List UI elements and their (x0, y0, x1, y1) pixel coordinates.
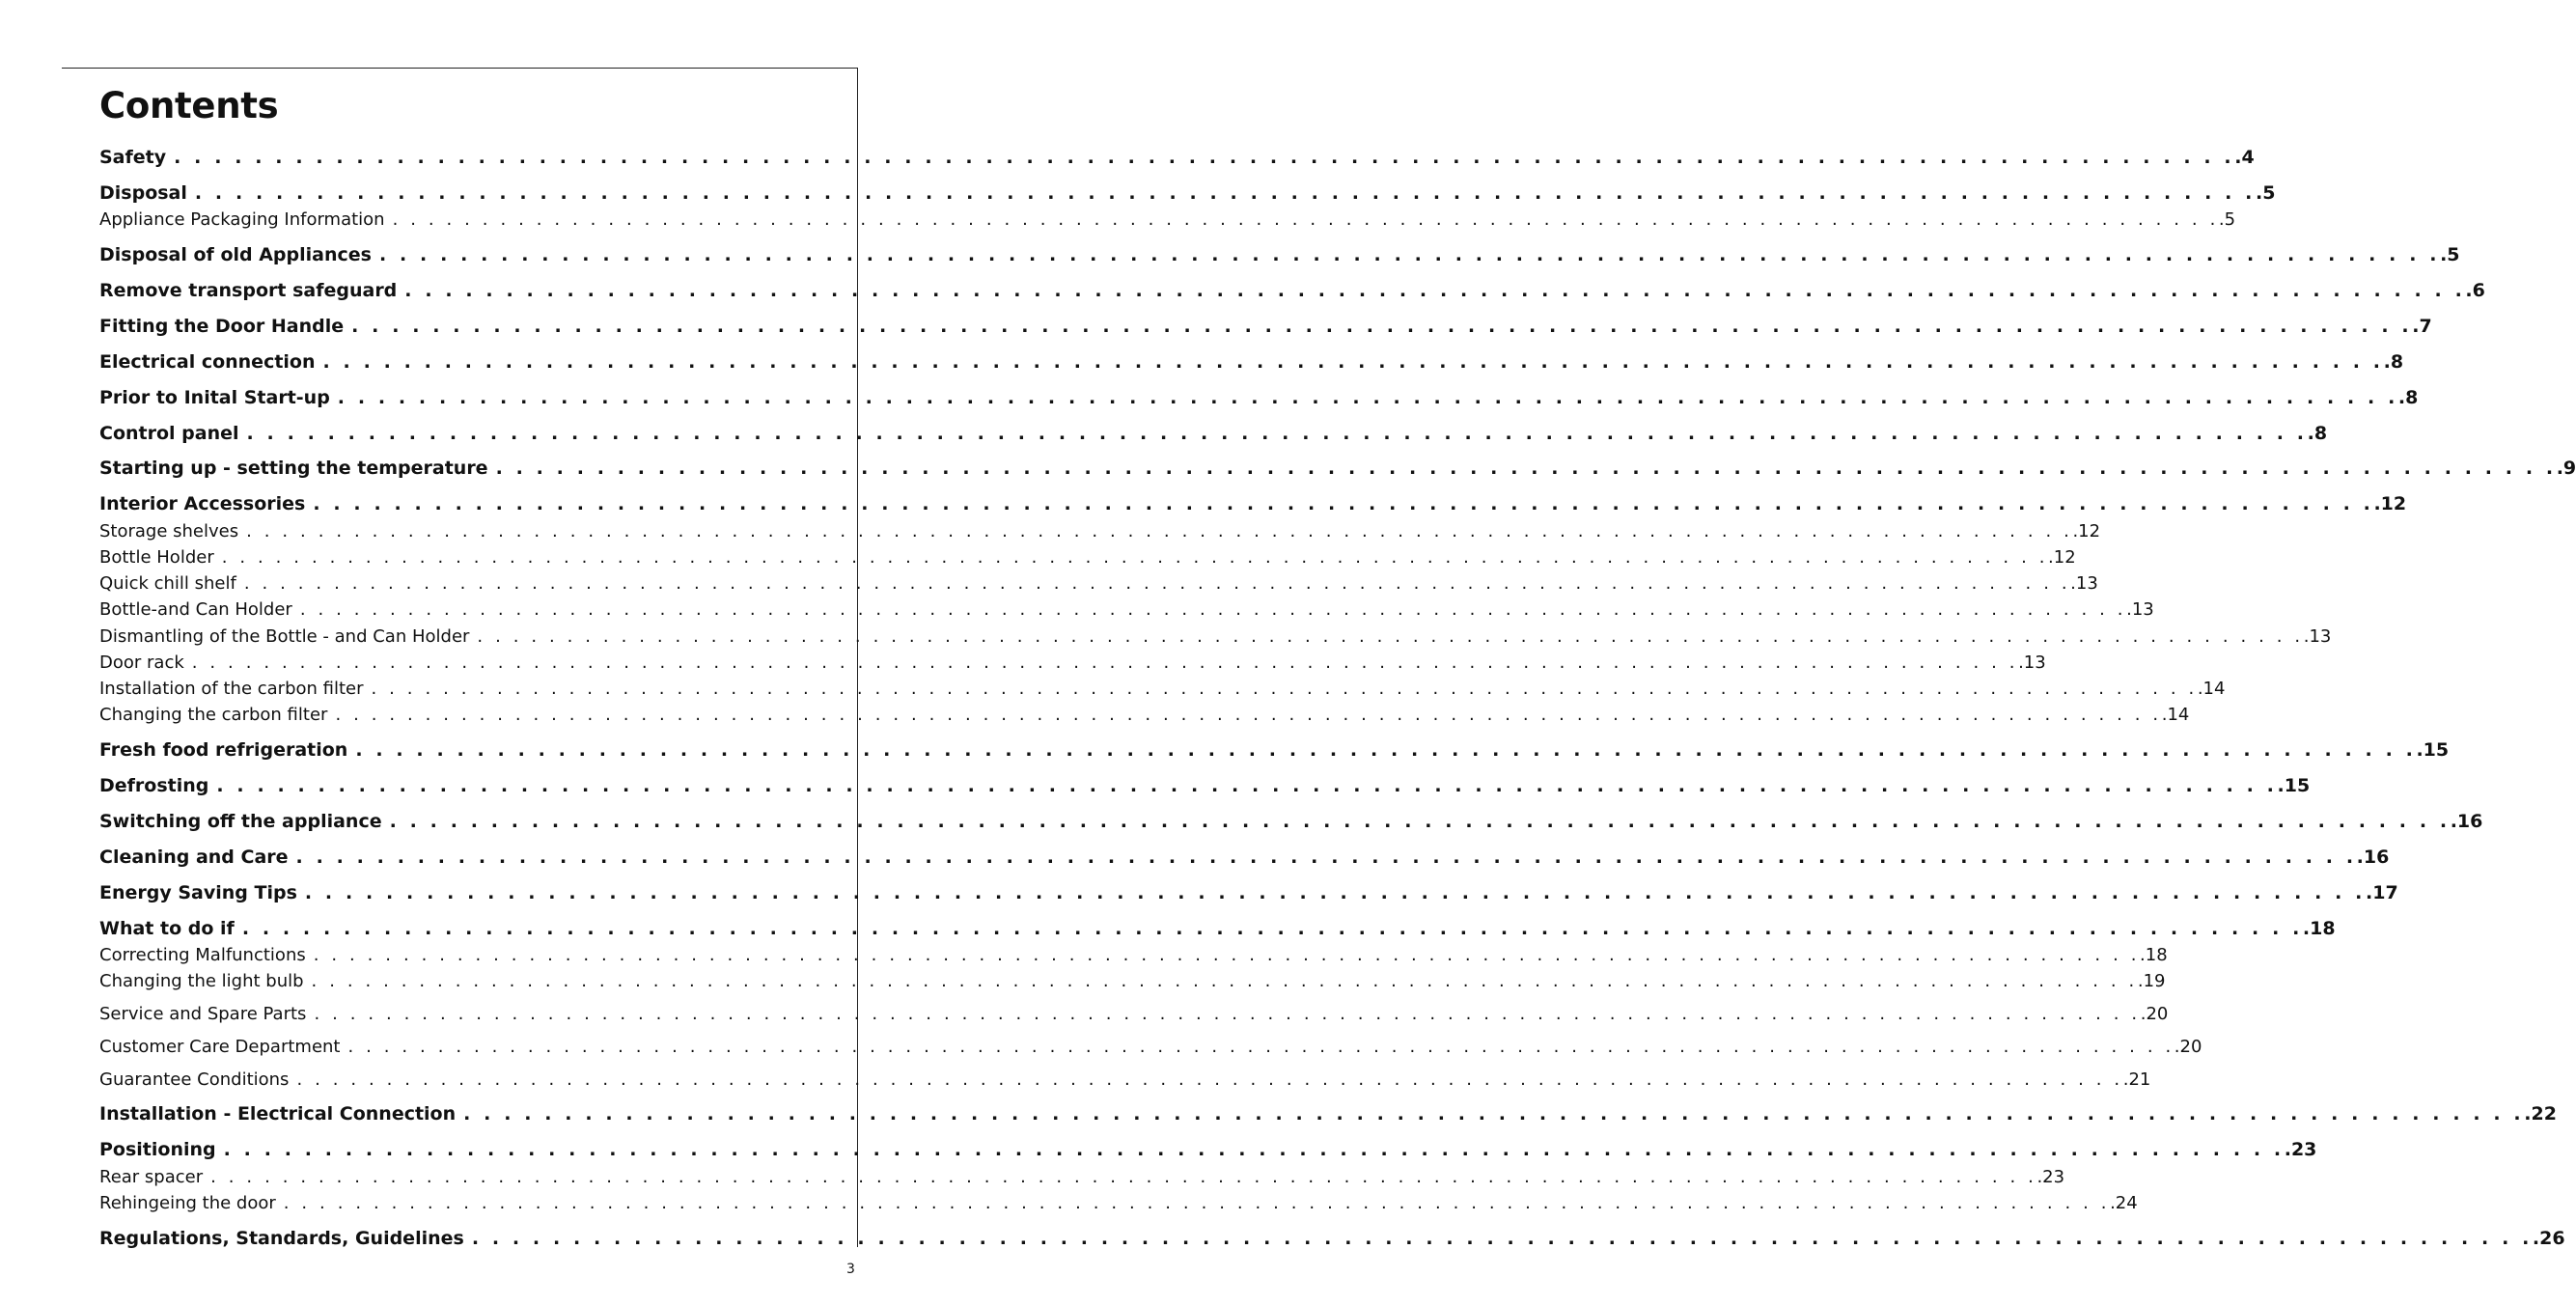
dot-leader: . . . . . . . . . . . . . . . . . . . . . . . . . . . . . . . . . . . . . . . . . . . . . . . . . . . . . . . . . . . . . . . . . . . . . . . . . . . . . . . . . . . . . . . . . . . . . . . . . . . . . . (495, 458, 2557, 479)
toc-entry-changing-the-light-bulb[interactable] (99, 969, 2166, 993)
toc-entry-defrosting[interactable] (99, 773, 2311, 799)
toc-entry-cleaning-and-care[interactable] (99, 845, 2390, 871)
toc-entry-dismantling-bottle-and-can-holder[interactable] (99, 625, 2332, 649)
toc-entry-label: Bottle Holder (99, 547, 214, 568)
toc-entry-label: Dismantling of the Bottle - and Can Holder (99, 626, 470, 647)
dot-leader: . . . . . . . . . . . . . . . . . . . . . . . . . . . . . . . . . . . . . . . . . . . . . . . . . . . . . . . . . . . . . . . . . . . . . . . . . . . . . . . . . . . . . . . . . . . . . . . . . . . . . . (221, 547, 2049, 568)
toc-entry-page: .21 (2122, 1069, 2151, 1090)
dot-leader: . . . . . . . . . . . . . . . . . . . . . . . . . . . . . . . . . . . . . . . . . . . . . . . . . . . . . . . . . . . . . . . . . . . . . . . . . . . . . . . . . . . . . . . . . . . . . . . . . . . . . . (210, 1167, 2037, 1187)
toc-entry-label: Interior Accessories (99, 493, 306, 514)
toc-entry-label: Defrosting (99, 775, 209, 796)
toc-entry-page: .6 (2465, 280, 2485, 301)
toc-entry-label: Installation - Electrical Connection (99, 1103, 457, 1125)
table-of-contents (99, 0, 2576, 1305)
dot-leader: . . . . . . . . . . . . . . . . . . . . . . . . . . . . . . . . . . . . . . . . . . . . . . . . . . . . . . . . . . . . . . . . . . . . . . . . . . . . . . . . . . . . . . . . . . . . . . . . . . . . . . (241, 918, 2303, 939)
toc-entry-disposal-of-old-appliances[interactable] (99, 242, 2460, 268)
toc-entry-bottle-and-can-holder[interactable] (99, 597, 2154, 622)
toc-entry-page: .13 (2303, 626, 2332, 647)
toc-entry-label: Fresh food refrigeration (99, 739, 348, 761)
toc-entry-label: Rehingeing the door (99, 1193, 276, 1213)
dot-leader: . . . . . . . . . . . . . . . . . . . . . . . . . . . . . . . . . . . . . . . . . . . . . . . . . . . . . . . . . . . . . . . . . . . . . . . . . . . . . . . . . . . . . . . . . . . . . . . . . . . . . . (477, 626, 2304, 647)
dot-leader: . . . . . . . . . . . . . . . . . . . . . . . . . . . . . . . . . . . . . . . . . . . . . . . . . . . . . . . . . . . . . . . . . . . . . . . . . . . . . . . . . . . . . . . . . . . . . . . . . . . . . . (322, 351, 2384, 373)
dot-leader: . . . . . . . . . . . . . . . . . . . . . . . . . . . . . . . . . . . . . . . . . . . . . . . . . . . . . . . . . . . . . . . . . . . . . . . . . . . . . . . . . . . . . . . . . . . . . . . . . . . . . . (311, 971, 2138, 991)
toc-entry-page: .15 (2416, 739, 2450, 761)
toc-entry-page: .5 (2256, 182, 2276, 204)
toc-entry-positioning[interactable] (99, 1137, 2317, 1163)
toc-entry-appliance-packaging-information[interactable] (99, 208, 2236, 232)
toc-entry-disposal[interactable] (99, 180, 2276, 207)
toc-entry-page: .26 (2532, 1228, 2565, 1249)
toc-entry-page: .14 (2161, 705, 2190, 725)
toc-entry-label: Rear spacer (99, 1167, 204, 1187)
toc-entry-page: .5 (2440, 244, 2460, 265)
toc-entry-label: Control panel (99, 423, 239, 444)
toc-entry-label: Cleaning and Care (99, 847, 289, 868)
dot-leader: . . . . . . . . . . . . . . . . . . . . . . . . . . . . . . . . . . . . . . . . . . . . . . . . . . . . . . . . . . . . . . . . . . . . . . . . . . . . . . . . . . . . . . . . . . . . . . . . . . . . . . (313, 945, 2141, 965)
toc-entry-page: .20 (2140, 1004, 2169, 1024)
toc-entry-page: .13 (2126, 599, 2154, 620)
toc-entry-label: Changing the carbon filter (99, 705, 328, 725)
dot-leader: . . . . . . . . . . . . . . . . . . . . . . . . . . . . . . . . . . . . . . . . . . . . . . . . . . . . . . . . . . . . . . . . . . . . . . . . . . . . . . . . . . . . . . . . . . . . . . . . . . . . . . (246, 423, 2308, 444)
toc-entry-page: .17 (2366, 882, 2398, 903)
toc-entry-installation-electrical-connection[interactable] (99, 1101, 2557, 1127)
toc-entry-page: .12 (2373, 493, 2407, 514)
toc-entry-safety[interactable] (99, 145, 2255, 171)
toc-entry-regulations-standards-guidelines[interactable] (99, 1226, 2565, 1252)
toc-entry-label: Regulations, Standards, Guidelines (99, 1228, 464, 1249)
toc-entry-label: Starting up - setting the temperature (99, 458, 488, 479)
toc-entry-page: .20 (2174, 1037, 2202, 1057)
dot-leader: . . . . . . . . . . . . . . . . . . . . . . . . . . . . . . . . . . . . . . . . . . . . . . . . . . . . . . . . . . . . . . . . . . . . . . . . . . . . . . . . . . . . . . . . . . . . . . . . . . . . . . (299, 599, 2127, 620)
toc-entry-starting-up-setting-the-temperature[interactable] (99, 456, 2576, 482)
dot-leader: . . . . . . . . . . . . . . . . . . . . . . . . . . . . . . . . . . . . . . . . . . . . . . . . . . . . . . . . . . . . . . . . . . . . . . . . . . . . . . . . . . . . . . . . . . . . . . . . . . . . . . (471, 1228, 2533, 1249)
toc-entry-page: .19 (2137, 971, 2166, 991)
dot-leader: . . . . . . . . . . . . . . . . . . . . . . . . . . . . . . . . . . . . . . . . . . . . . . . . . . . . . . . . . . . . . . . . . . . . . . . . . . . . . . . . . . . . . . . . . . . . . . . . . . . . . . (371, 679, 2198, 699)
toc-entry-label: Correcting Malfunctions (99, 945, 306, 965)
dot-leader: . . . . . . . . . . . . . . . . . . . . . . . . . . . . . . . . . . . . . . . . . . . . . . . . . . . . . . . . . . . . . . . . . . . . . . . . . . . . . . . . . . . . . . . . . . . . . . . . . . . . . . (191, 652, 2019, 673)
toc-entry-page: .9 (2556, 458, 2576, 479)
toc-entry-label: Customer Care Department (99, 1037, 341, 1057)
toc-entry-label: Changing the light bulb (99, 971, 304, 991)
dot-leader: . . . . . . . . . . . . . . . . . . . . . . . . . . . . . . . . . . . . . . . . . . . . . . . . . . . . . . . . . . . . . . . . . . . . . . . . . . . . . . . . . . . . . . . . . . . . . . . . . . . . . . (194, 182, 2256, 204)
toc-entry-label: Bottle-and Can Holder (99, 599, 292, 620)
toc-entry-control-panel[interactable] (99, 421, 2328, 447)
dot-leader: . . . . . . . . . . . . . . . . . . . . . . . . . . . . . . . . . . . . . . . . . . . . . . . . . . . . . . . . . . . . . . . . . . . . . . . . . . . . . . . . . . . . . . . . . . . . . . . . . . . . . . (243, 573, 2071, 594)
dot-leader: . . . . . . . . . . . . . . . . . . . . . . . . . . . . . . . . . . . . . . . . . . . . . . . . . . . . . . . . . . . . . . . . . . . . . . . . . . . . . . . . . . . . . . . . . . . . . . . . . . . . . . (246, 521, 2073, 541)
toc-entry-label: Prior to Inital Start-up (99, 387, 330, 408)
toc-entry-page: .13 (2018, 652, 2046, 673)
toc-entry-label: Safety (99, 147, 167, 168)
dot-leader: . . . . . . . . . . . . . . . . . . . . . . . . . . . . . . . . . . . . . . . . . . . . . . . . . . . . . . . . . . . . . . . . . . . . . . . . . . . . . . . . . . . . . . . . . . . . . . . . . . . . . . (463, 1103, 2525, 1125)
toc-entry-page: .7 (2412, 316, 2432, 337)
toc-entry-fitting-the-door-handle[interactable] (99, 314, 2432, 340)
dot-leader: . . . . . . . . . . . . . . . . . . . . . . . . . . . . . . . . . . . . . . . . . . . . . . . . . . . . . . . . . . . . . . . . . . . . . . . . . . . . . . . . . . . . . . . . . . . . . . . . . . . . . . (347, 1037, 2174, 1057)
toc-entry-customer-care-department[interactable] (99, 1035, 2202, 1059)
dot-leader: . . . . . . . . . . . . . . . . . . . . . . . . . . . . . . . . . . . . . . . . . . . . . . . . . . . . . . . . . . . . . . . . . . . . . . . . . . . . . . . . . . . . . . . . . . . . . . . . . . . . . . (223, 1139, 2285, 1160)
dot-leader: . . . . . . . . . . . . . . . . . . . . . . . . . . . . . . . . . . . . . . . . . . . . . . . . . . . . . . . . . . . . . . . . . . . . . . . . . . . . . . . . . . . . . . . . . . . . . . . . . . . . . . (295, 847, 2357, 868)
toc-entry-page: .13 (2070, 573, 2098, 594)
toc-entry-guarantee-conditions[interactable] (99, 1068, 2151, 1092)
toc-entry-label: What to do if (99, 918, 235, 939)
toc-entry-prior-to-initial-start-up[interactable] (99, 385, 2419, 411)
toc-entry-bottle-holder[interactable] (99, 545, 2076, 569)
dot-leader: . . . . . . . . . . . . . . . . . . . . . . . . . . . . . . . . . . . . . . . . . . . . . . . . . . . . . . . . . . . . . . . . . . . . . . . . . . . . . . . . . . . . . . . . . . . . . . . . . . . . . . (313, 493, 2374, 514)
toc-entry-page: .18 (2140, 945, 2168, 965)
toc-entry-correcting-malfunctions[interactable] (99, 943, 2168, 967)
toc-entry-page: .5 (2218, 209, 2236, 230)
toc-entry-page: .12 (2072, 521, 2101, 541)
toc-entry-label: Disposal (99, 182, 187, 204)
toc-entry-door-rack[interactable] (99, 651, 2046, 675)
toc-entry-storage-shelves[interactable] (99, 519, 2101, 543)
toc-entry-page: .8 (2397, 387, 2419, 408)
toc-entry-installation-of-the-carbon-filter[interactable] (99, 677, 2226, 701)
toc-entry-label: Installation of the carbon filter (99, 679, 364, 699)
toc-entry-rear-spacer[interactable] (99, 1165, 2065, 1189)
dot-leader: . . . . . . . . . . . . . . . . . . . . . . . . . . . . . . . . . . . . . . . . . . . . . . . . . . . . . . . . . . . . . . . . . . . . . . . . . . . . . . . . . . . . . . . . . . . . . . . . . . . . . . (314, 1004, 2141, 1024)
toc-entry-rehingeing-the-door[interactable] (99, 1191, 2138, 1215)
toc-entry-page: .14 (2197, 679, 2226, 699)
toc-entry-page: .18 (2302, 918, 2336, 939)
dot-leader: . . . . . . . . . . . . . . . . . . . . . . . . . . . . . . . . . . . . . . . . . . . . . . . . . . . . . . . . . . . . . . . . . . . . . . . . . . . . . . . . . . . . . . . . . . . . . . . . . . . . . . (216, 775, 2278, 796)
toc-entry-service-and-spare-parts[interactable] (99, 1002, 2169, 1026)
toc-entry-quick-chill-shelf[interactable] (99, 571, 2098, 596)
toc-entry-page: .23 (2036, 1167, 2065, 1187)
toc-entry-page: .8 (2307, 423, 2328, 444)
toc-entry-label: Service and Spare Parts (99, 1004, 307, 1024)
toc-entry-switching-off-the-appliance[interactable] (99, 809, 2483, 835)
dot-leader: . . . . . . . . . . . . . . . . . . . . . . . . . . . . . . . . . . . . . . . . . . . . . . . . . . . . . . . . . . . . . . . . . . . . . . . . . . . . . . . . . . . . . . . . . . . . . . . . . . . . . . (404, 280, 2466, 301)
toc-entry-page: .15 (2277, 775, 2311, 796)
toc-entry-page: .16 (2356, 847, 2390, 868)
toc-entry-label: Appliance Packaging Information (99, 209, 385, 230)
toc-entry-page: .4 (2234, 147, 2255, 168)
toc-entry-label: Energy Saving Tips (99, 882, 297, 903)
toc-entry-label: Quick chill shelf (99, 573, 236, 594)
toc-entry-page: .12 (2048, 547, 2076, 568)
toc-entry-electrical-connection[interactable] (99, 349, 2404, 375)
page-number: 3 (846, 1262, 855, 1277)
toc-entry-page: .24 (2110, 1193, 2138, 1213)
dot-leader: . . . . . . . . . . . . . . . . . . . . . . . . . . . . . . . . . . . . . . . . . . . . . . . . . . . . . . . . . . . . . . . . . . . . . . . . . . . . . . . . . . . . . . . . . . . . . . . . . . . . . . (283, 1193, 2111, 1213)
dot-leader: . . . . . . . . . . . . . . . . . . . . . . . . . . . . . . . . . . . . . . . . . . . . . . . . . . . . . . . . . . . . . . . . . . . . . . . . . . . . . . . . . . . . . . . . . . . . . . . . . . . . . . (392, 209, 2219, 230)
dot-leader: . . . . . . . . . . . . . . . . . . . . . . . . . . . . . . . . . . . . . . . . . . . . . . . . . . . . . . . . . . . . . . . . . . . . . . . . . . . . . . . . . . . . . . . . . . . . . . . . . . . . . . (304, 882, 2366, 903)
toc-entry-label: Switching off the appliance (99, 811, 382, 832)
toc-entry-label: Storage shelves (99, 521, 239, 541)
toc-entry-interior-accessories[interactable] (99, 491, 2407, 517)
dot-leader: . . . . . . . . . . . . . . . . . . . . . . . . . . . . . . . . . . . . . . . . . . . . . . . . . . . . . . . . . . . . . . . . . . . . . . . . . . . . . . . . . . . . . . . . . . . . . . . . . . . . . . (335, 705, 2162, 725)
toc-entry-page: .22 (2524, 1103, 2557, 1125)
dot-leader: . . . . . . . . . . . . . . . . . . . . . . . . . . . . . . . . . . . . . . . . . . . . . . . . . . . . . . . . . . . . . . . . . . . . . . . . . . . . . . . . . . . . . . . . . . . . . . . . . . . . . . (355, 739, 2417, 761)
dot-leader: . . . . . . . . . . . . . . . . . . . . . . . . . . . . . . . . . . . . . . . . . . . . . . . . . . . . . . . . . . . . . . . . . . . . . . . . . . . . . . . . . . . . . . . . . . . . . . . . . . . . . . (174, 147, 2235, 168)
dot-leader: . . . . . . . . . . . . . . . . . . . . . . . . . . . . . . . . . . . . . . . . . . . . . . . . . . . . . . . . . . . . . . . . . . . . . . . . . . . . . . . . . . . . . . . . . . . . . . . . . . . . . . (337, 387, 2398, 408)
toc-entry-label: Positioning (99, 1139, 216, 1160)
toc-entry-page: .16 (2450, 811, 2483, 832)
toc-entry-label: Door rack (99, 652, 184, 673)
toc-entry-label: Remove transport safeguard (99, 280, 398, 301)
dot-leader: . . . . . . . . . . . . . . . . . . . . . . . . . . . . . . . . . . . . . . . . . . . . . . . . . . . . . . . . . . . . . . . . . . . . . . . . . . . . . . . . . . . . . . . . . . . . . . . . . . . . . . (378, 244, 2441, 265)
toc-entry-label: Electrical connection (99, 351, 316, 373)
dot-leader: . . . . . . . . . . . . . . . . . . . . . . . . . . . . . . . . . . . . . . . . . . . . . . . . . . . . . . . . . . . . . . . . . . . . . . . . . . . . . . . . . . . . . . . . . . . . . . . . . . . . . . (296, 1069, 2123, 1090)
toc-entry-page: .8 (2383, 351, 2404, 373)
toc-entry-fresh-food-refrigeration[interactable] (99, 737, 2450, 764)
dot-leader: . . . . . . . . . . . . . . . . . . . . . . . . . . . . . . . . . . . . . . . . . . . . . . . . . . . . . . . . . . . . . . . . . . . . . . . . . . . . . . . . . . . . . . . . . . . . . . . . . . . . . . (389, 811, 2451, 832)
toc-entry-page: .23 (2284, 1139, 2317, 1160)
page-title: Contents (99, 85, 279, 126)
toc-entry-label: Guarantee Conditions (99, 1069, 290, 1090)
toc-entry-label: Disposal of old Appliances (99, 244, 372, 265)
toc-entry-what-to-do-if[interactable] (99, 916, 2336, 942)
toc-entry-changing-the-carbon-filter[interactable] (99, 703, 2190, 727)
toc-entry-energy-saving-tips[interactable] (99, 880, 2398, 906)
toc-entry-label: Fitting the Door Handle (99, 316, 345, 337)
dot-leader: . . . . . . . . . . . . . . . . . . . . . . . . . . . . . . . . . . . . . . . . . . . . . . . . . . . . . . . . . . . . . . . . . . . . . . . . . . . . . . . . . . . . . . . . . . . . . . . . . . . . . . (351, 316, 2413, 337)
toc-entry-remove-transport-safeguard[interactable] (99, 278, 2485, 304)
